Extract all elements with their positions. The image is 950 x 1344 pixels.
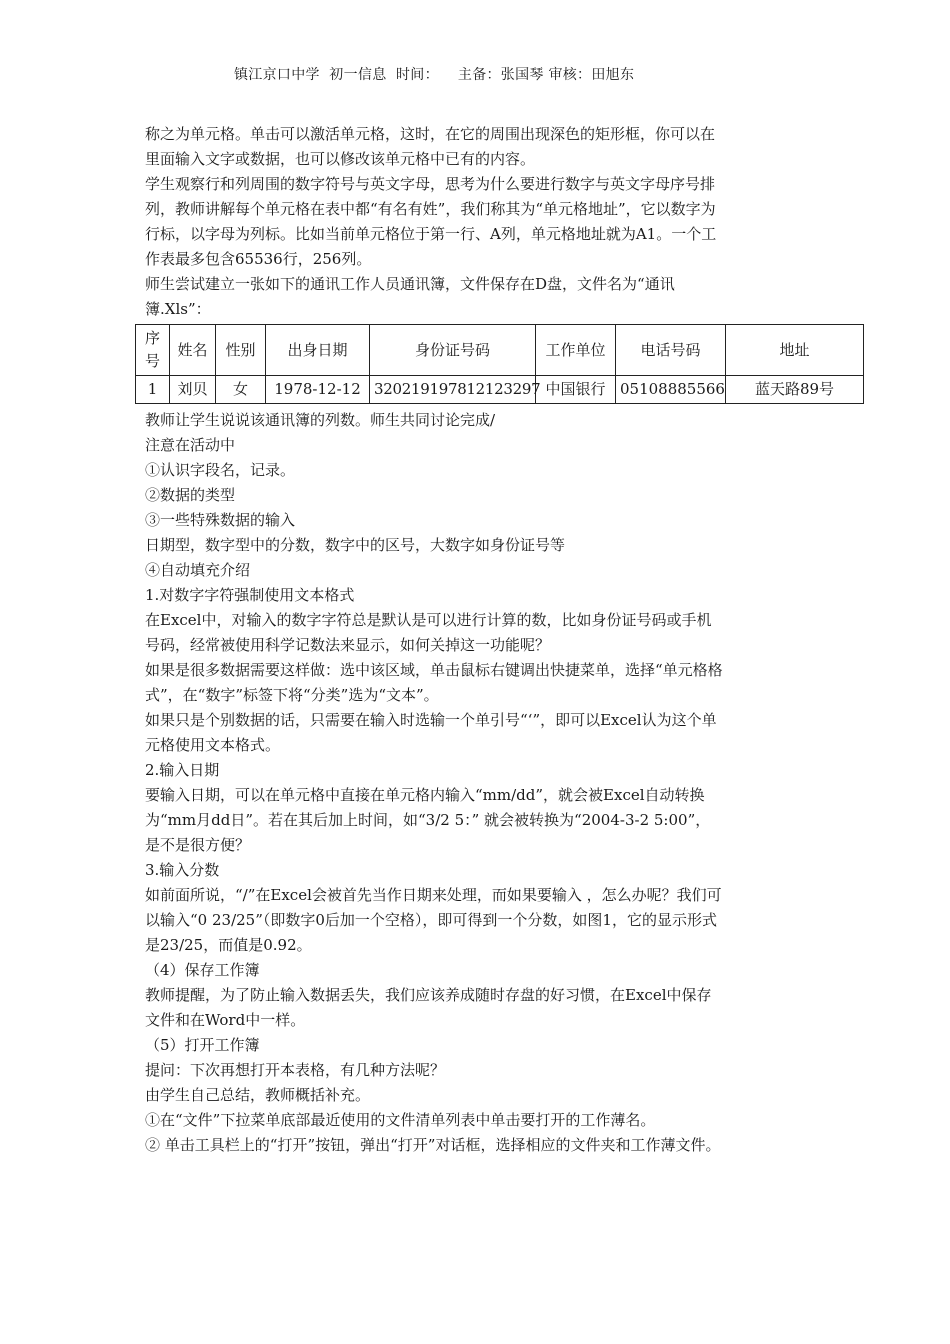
- paragraph: 教师让学生说说该通讯簿的列数。师生共同讨论完成/: [145, 411, 496, 429]
- list-item: ①认识字段名，记录。: [145, 461, 296, 479]
- header-cell-address: 地址: [726, 325, 864, 376]
- paragraph: 如果是很多数据需要这样做：选中该区域，单击鼠标右键调出快捷菜单，选择“单元格格式”，在“数字”标签下将“分类”选为“文本”。: [145, 661, 723, 704]
- list-item: ②数据的类型: [145, 486, 236, 504]
- page-header: 镇江京口中学 初一信息 时间： 主备：张国琴 审核：田旭东: [234, 67, 635, 83]
- header-cell-birthdate: 出身日期: [266, 325, 370, 376]
- contacts-table: [135, 324, 864, 404]
- table-header-row: [136, 325, 864, 376]
- table-row: [136, 376, 864, 404]
- paragraph: 学生观察行和列周围的数字符号与英文字母，思考为什么要进行数字与英文字母序号排列，教师讲解每个单元格在表中都“有名有姓”，我们称其为“单元格地址”，它以数字为行标，以字母为列标。比如当前单元格位于第一行、A列，单元格地址就为A1。一个工作表最多包含65536行，256列。: [145, 175, 717, 268]
- paragraph: 如果只是个别数据的话，只需要在输入时选输一个单引号“‘”，即可以Excel认为这个单元格使用文本格式。: [145, 711, 717, 754]
- paragraph: 称之为单元格。单击可以激活单元格，这时，在它的周围出现深色的矩形框，你可以在里面输入文字或数据，也可以修改该单元格中已有的内容。: [145, 125, 716, 168]
- paragraph: 如前面所说，“/”在Excel会被首先当作日期来处理，而如果要输入 ，怎么办呢？我们可以输入“0 23/25”（即数字0后加一个空格），即可得到一个分数，如图1，它的显示形式是23/25，而值是0.92。: [145, 886, 722, 954]
- table-cell: 1978-12-12: [266, 376, 370, 404]
- section-heading: （4）保存工作簿: [145, 961, 260, 979]
- list-item: ①在“文件”下拉菜单底部最近使用的文件清单列表中单击要打开的工作薄名。: [145, 1111, 656, 1129]
- paragraph: 提问：下次再想打开本表格，有几种方法呢？: [145, 1061, 446, 1079]
- paragraph: 师生尝试建立一张如下的通讯工作人员通讯簿，文件保存在D盘，文件名为“通讯簿.Xls”：: [145, 275, 675, 318]
- paragraph: 日期型，数字型中的分数，数字中的区号，大数字如身份证号等: [145, 536, 566, 554]
- header-cell-phone: 电话号码: [616, 325, 726, 376]
- header-cell-name: 姓名: [170, 325, 216, 376]
- paragraph: 教师提醒，为了防止输入数据丢失，我们应该养成随时存盘的好习惯，在Excel中保存文件和在Word中一样。: [145, 986, 712, 1029]
- table-cell: 蓝天路89号: [726, 376, 864, 404]
- list-item: ④自动填充介绍: [145, 561, 251, 579]
- paragraph: 在Excel中，对输入的数字字符总是默认是可以进行计算的数，比如身份证号码或手机号码，经常被使用科学记数法来显示，如何关掉这一功能呢？: [145, 611, 712, 654]
- list-item: ③一些特殊数据的输入: [145, 511, 296, 529]
- section-heading: 2.输入日期: [145, 761, 220, 779]
- paragraph: 由学生自己总结，教师概括补充。: [145, 1086, 371, 1104]
- paragraph: 注意在活动中: [145, 436, 236, 454]
- header-cell-index: 序号: [136, 325, 170, 376]
- header-cell-workplace: 工作单位: [536, 325, 616, 376]
- section-heading: （5）打开工作簿: [145, 1036, 260, 1054]
- table-cell: 刘贝: [170, 376, 216, 404]
- table-cell: 1: [136, 376, 170, 404]
- table-cell: 女: [216, 376, 266, 404]
- section-heading: 3.输入分数: [145, 861, 220, 879]
- section-heading: 1.对数字字符强制使用文本格式: [145, 586, 355, 604]
- table-cell: 05108885566: [616, 376, 726, 404]
- table-cell: 中国银行: [536, 376, 616, 404]
- document-body: [144, 122, 835, 1158]
- header-cell-gender: 性别: [216, 325, 266, 376]
- paragraph: 要输入日期，可以在单元格中直接在单元格内输入“mm/dd”，就会被Excel自动转换为“mm月dd日”。若在其后加上时间，如“3/2 5：” 就会被转换为“2004-3-2 5:00”，是不是很方便？: [145, 786, 711, 854]
- list-item: ② 单击工具栏上的“打开”按钮，弹出“打开”对话框，选择相应的文件夹和工作薄文件。: [145, 1136, 721, 1154]
- table-cell: 320219197812123297: [370, 376, 536, 404]
- header-cell-id-number: 身份证号码: [370, 325, 536, 376]
